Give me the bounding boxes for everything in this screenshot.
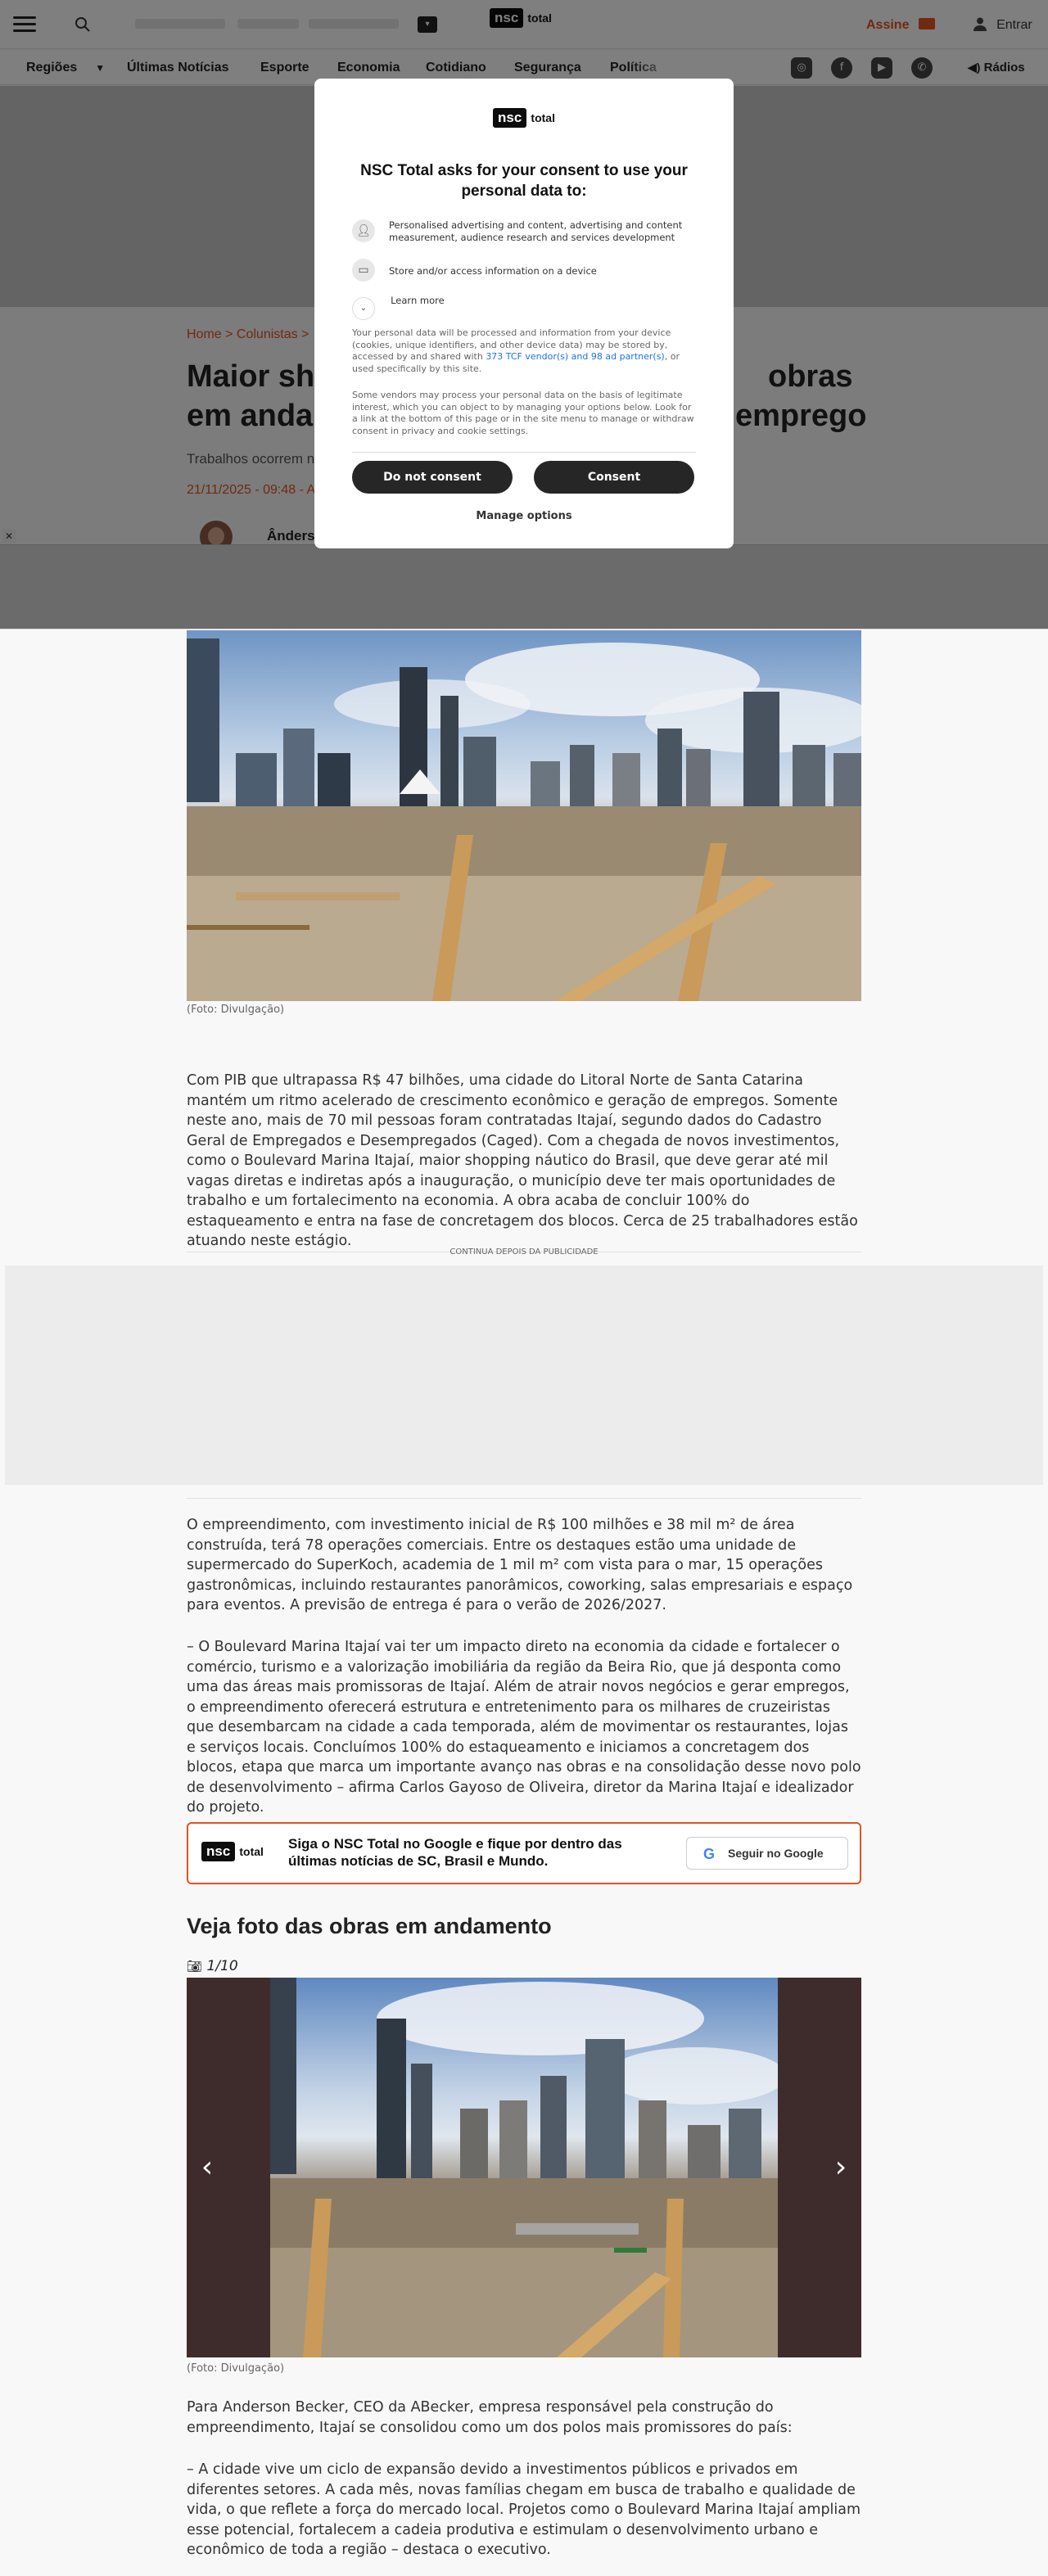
gallery-slider[interactable] (187, 1978, 861, 2357)
logo-word: total (239, 1845, 264, 1858)
vendors-link[interactable]: 373 TCF vendor(s) and 98 ad partner(s) (486, 351, 665, 362)
consent-info-text: Your personal data will be processed and information from your device (cookies, unique identifiers, and other device data) may be stored by, accessed by and shared with (352, 327, 671, 362)
ad-slot (5, 1265, 1043, 1485)
counter-text: 1/10 (206, 1958, 238, 1974)
consent-title: NSC Total asks for your consent to use your personal data to: (360, 162, 688, 200)
ad-divider (187, 1498, 861, 1499)
follow-google-button[interactable] (686, 1837, 848, 1870)
dialog-divider (352, 452, 696, 453)
manage-options-link[interactable]: Manage options (476, 510, 572, 522)
article-paragraph: – A cidade vive um ciclo de expansão devido a investimentos públicos e privados em diferentes setores. A cada mês, novas famílias chegam em busca de trabalho e qualidade de vida, o que reflete a força do mercado local. Projetos como o Boulevard Marina Itajaí ampliam esse potencial, fortalecem a cadeia produtiva e estimulam o desenvolvimento urbano e econômico de toda a região – destaca o executivo. (187, 2461, 861, 2558)
consent-info: Some vendors may process your personal data on the basis of legitimate interest, which you can object to by managing your options below. Look for a link at the bottom of this page or in the site menu to manage or withdraw consent in privacy and cookie settings. (352, 390, 694, 436)
article-paragraph: – O Boulevard Marina Itajaí vai ter um impacto direto na economia da cidade e fortalecer o comércio, turismo e a valorização imobiliária da região da Beira Rio, que já desponta como uma das áreas mais promissoras de Itajaí. Além de atrair novos negócios e gerar empregos, o empreendimento oferecerá estrutura e entretenimento para os milhares de cruzeiristas que desembarcam na cidade a cada temporada, além de movimentar os restaurantes, lojas e serviços locais. Concluímos 100% do estaqueamento e iniciamos a concretagem dos blocos, etapa que marca um importante avanço nas obras e na consolidação desse novo polo de desenvolvimento – afirma Carlos Gayoso de Oliveira, diretor da Marina Itajaí e idealizador do projeto. (187, 1639, 861, 1816)
google-follow-box (187, 1822, 861, 1884)
article-photo[interactable] (187, 630, 861, 1001)
article-paragraph: Com PIB que ultrapassa R$ 47 bilhões, uma cidade do Litoral Norte de Santa Catarina mantém um ritmo acelerado de crescimento econômico e geração de empregos. Somente neste ano, mais de 70 mil pessoas foram contratadas Itajaí, segundo dados do Cadastro Geral de Empregados e Desempregados (Caged). Com a chegada de novos investimentos, como o Boulevard Marina Itajaí, maior shopping náutico do Brasil, que deve gerar até mil vagas diretas e indiretas após a inauguração, o município deve ter mais oportunidades de trabalho e um fortalecimento na economia. A obra acaba de concluir 100% do estaqueamento e entra na fase de concretagem dos blocos. Cerca de 25 trabalhadores estão atuando neste estágio. (187, 1072, 858, 1249)
logo-mark: nsc (201, 1842, 235, 1861)
consent-logo (314, 108, 734, 128)
photo-caption: (Foto: Divulgação) (187, 1004, 285, 1016)
learn-more-label: Learn more (391, 295, 445, 306)
logo-word: total (531, 111, 555, 124)
logo-mark: nsc (493, 108, 526, 128)
chevron-down-icon: ⌄ (352, 297, 375, 320)
consent-info (352, 327, 694, 375)
article-paragraph: Para Anderson Becker, CEO da ABecker, empresa responsável pela construção do empreendimento, Itajaí se consolidou como um dos polos mais promissores do país: (187, 2399, 793, 2436)
gallery-title: Veja foto das obras em andamento (187, 1914, 552, 1938)
follow-button-label: Seguir no Google (728, 1847, 824, 1860)
do-not-consent-button[interactable]: Do not consent (352, 461, 513, 494)
article-paragraph: O empreendimento, com investimento inicial de R$ 100 milhões e 38 mil m² de área construída, terá 78 operações comerciais. Entre os destaques estão uma unidade de supermercado do SuperKoch, academia de 1 mil m² com vista para o mar, 15 operações gastronômicas, incluindo restaurantes panorâmicos, coworking, salas empresariais e espaço para eventos. A previsão de entrega é para o verão de 2026/2027. (187, 1517, 853, 1613)
chevron-right-icon[interactable]: › (834, 2150, 847, 2184)
consent-dialog (314, 79, 734, 548)
chevron-left-icon[interactable]: ‹ (201, 2150, 214, 2184)
consent-purpose: Store and/or access information on a device (389, 265, 597, 277)
learn-more-toggle[interactable] (352, 295, 445, 320)
user-icon: 👤︎ (352, 219, 375, 242)
device-icon: ▭ (352, 259, 375, 282)
consent-purpose: Personalised advertising and content, advertising and content measurement, audience research and services development (389, 219, 683, 243)
gallery-photo[interactable] (270, 1978, 778, 2357)
consent-info-text: , or used specifically by this site. (352, 351, 680, 374)
google-icon: G (703, 1846, 716, 1862)
gallery-counter (187, 1958, 238, 1974)
camera-icon: 📷︎ (187, 1959, 203, 1974)
follow-logo (201, 1842, 264, 1861)
consent-button[interactable]: Consent (534, 461, 694, 494)
gallery-caption: (Foto: Divulgação) (187, 2362, 285, 2375)
follow-text: Siga o NSC Total no Google e fique por dentro das últimas notícias de SC, Brasil e Mundo. (288, 1836, 622, 1869)
ad-label: CONTINUA DEPOIS DA PUBLICIDADE (449, 1247, 599, 1256)
